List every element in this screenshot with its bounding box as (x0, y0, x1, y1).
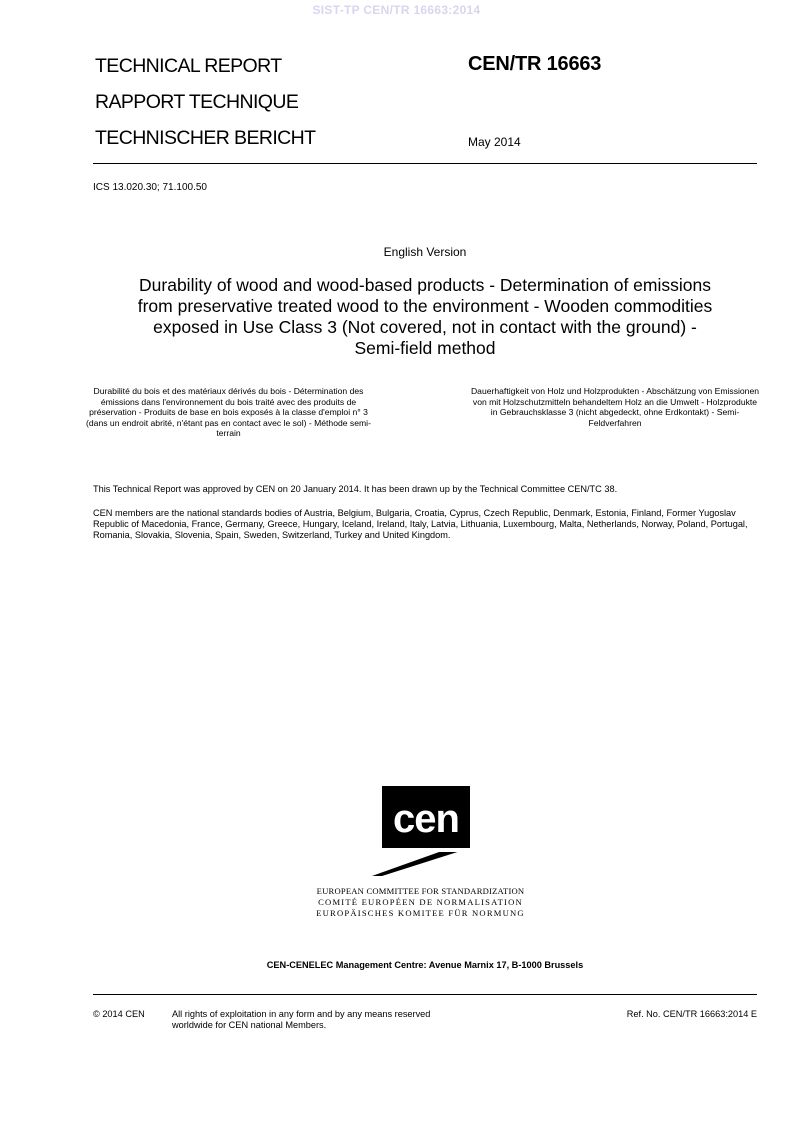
report-type-de: TECHNISCHER BERICHT (95, 127, 316, 149)
members-statement: CEN members are the national standards bodies of Austria, Belgium, Bulgaria, Croatia, Cyprus, Czech Republic, Denmark, Estonia, Finland, Former Yugoslav Republic of Macedonia, France, Germany, Greece, Hungary, Iceland, Ireland, Italy, Latvia, Lithuania, Luxembourg, Malta, Netherlands, Norway, Poland, Portugal, Romania, Slovakia, Slovenia, Spain, Sweden, Switzerland, Turkey and United Kingdom. (93, 508, 748, 540)
approval-statement: This Technical Report was approved by CEN on 20 January 2014. It has been drawn up by the Technical Committee CEN/TC 38. (93, 484, 618, 494)
footer-divider (93, 994, 757, 995)
committee-names (0, 886, 793, 919)
title-german: Dauerhaftigkeit von Holz und Holzprodukten - Abschätzung von Emissionen von mit Holzschutzmitteln behandeltem Holz an die Umwelt - Holzprodukte in Gebrauchsklasse 3 (nicht abgedeckt, ohne Erdkontakt) - Semi-Feldverfahren (470, 386, 760, 428)
committee-name-fr: COMITÉ EUROPÉEN DE NORMALISATION (318, 897, 523, 907)
ics-codes: ICS 13.020.30; 71.100.50 (93, 182, 207, 193)
document-number: CEN/TR 16663 (468, 53, 602, 75)
watermark: SIST-TP CEN/TR 16663:2014 (312, 3, 481, 17)
reference-number: Ref. No. CEN/TR 16663:2014 E (626, 1009, 757, 1019)
committee-name-en: EUROPEAN COMMITTEE FOR STANDARDIZATION (316, 886, 525, 896)
committee-name-de: EUROPÄISCHES KOMITEE FÜR NORMUNG (316, 908, 525, 918)
header-divider (93, 163, 757, 164)
title-french: Durabilité du bois et des matériaux dérivés du bois - Détermination des émissions dans l'environnement du bois traité avec des produits de préservation - Produits de base en bois exposés à la classe d'emploi n° 3 (dans un endroit abrité, n'étant pas en contact avec le sol) - Méthode semi-terrain (86, 386, 371, 439)
report-type-en: TECHNICAL REPORT (95, 55, 282, 77)
copyright: © 2014 CEN (93, 1009, 145, 1019)
document-title: Durability of wood and wood-based products - Determination of emissions from preservative treated wood to the environment - Wooden commodities exposed in Use Class 3 (Not covered, not in contact with the ground) - Semi-field method (137, 275, 713, 358)
cen-logo-text: cen (393, 797, 459, 841)
rights-line-2: worldwide for CEN national Members. (172, 1019, 327, 1030)
rights-line-1: All rights of exploitation in any form and by any means reserved (172, 1009, 431, 1019)
cen-logo-icon (372, 786, 472, 876)
management-centre: CEN-CENELEC Management Centre: Avenue Marnix 17, B-1000 Brussels (266, 960, 584, 970)
publication-date: May 2014 (468, 135, 521, 149)
cen-logo (372, 786, 472, 881)
report-type-fr: RAPPORT TECHNIQUE (95, 91, 299, 113)
language-version: English Version (383, 245, 467, 259)
rights-statement (172, 1009, 512, 1031)
